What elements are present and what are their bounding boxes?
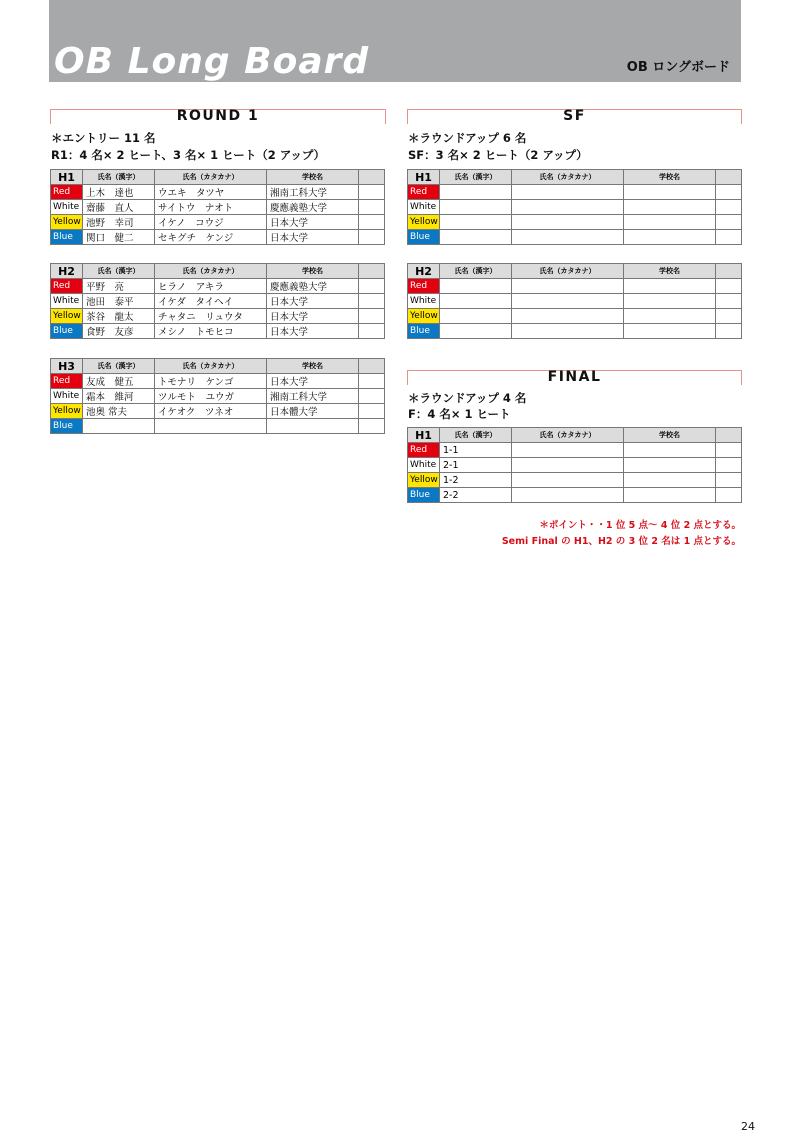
table-row <box>51 389 385 404</box>
sf-roundup-note: ＊ラウンドアップ 6 名 <box>408 131 527 145</box>
name-kanji: 池野 幸司 <box>83 215 155 230</box>
col-header-kana: 氏名（カタカナ） <box>155 264 267 279</box>
school-name <box>624 473 716 488</box>
col-header-school: 学校名 <box>267 359 359 374</box>
name-kana <box>512 200 624 215</box>
table-row <box>408 200 742 215</box>
name-kana: ツルモト ユウガ <box>155 389 267 404</box>
name-kanji <box>440 200 512 215</box>
name-kanji <box>440 309 512 324</box>
blank-cell <box>716 230 742 245</box>
blank-cell <box>716 458 742 473</box>
name-kanji: 1-1 <box>440 443 512 458</box>
round1-heat-table <box>50 169 385 245</box>
lane-color-red: Red <box>408 443 440 458</box>
round1-header <box>50 109 386 124</box>
heat-label: H2 <box>51 264 83 279</box>
table-row <box>408 488 742 503</box>
name-kanji: 関口 健二 <box>83 230 155 245</box>
blank-cell <box>716 185 742 200</box>
blank-cell <box>716 279 742 294</box>
sf-heat-table <box>407 169 742 245</box>
final-header <box>407 370 742 385</box>
name-kana <box>512 473 624 488</box>
col-header-blank <box>716 170 742 185</box>
school-name: 日本大学 <box>267 324 359 339</box>
round1-heat-table <box>50 263 385 339</box>
points-footnote: ＊ポイント・・1 位 5 点～ 4 位 2 点とする。 <box>539 520 741 531</box>
table-row <box>51 404 385 419</box>
col-header-blank <box>359 359 385 374</box>
school-name: 日本大学 <box>267 215 359 230</box>
name-kanji <box>440 279 512 294</box>
name-kanji: 食野 友彦 <box>83 324 155 339</box>
col-header-blank <box>716 264 742 279</box>
school-name: 湘南工科大学 <box>267 185 359 200</box>
col-header-school: 学校名 <box>267 264 359 279</box>
page-number: 24 <box>741 1120 755 1133</box>
blank-cell <box>359 200 385 215</box>
heat-header-row <box>408 428 742 443</box>
col-header-kana: 氏名（カタカナ） <box>155 359 267 374</box>
heat-label: H2 <box>408 264 440 279</box>
table-row <box>408 324 742 339</box>
name-kana <box>155 419 267 434</box>
blank-cell <box>716 309 742 324</box>
sf-title: SF <box>563 108 586 124</box>
blank-cell <box>359 185 385 200</box>
lane-color-white: White <box>51 200 83 215</box>
final-format-note: F：4 名× 1 ヒート <box>408 407 511 421</box>
table-row <box>51 324 385 339</box>
blank-cell <box>359 374 385 389</box>
blank-cell <box>716 324 742 339</box>
col-header-kana: 氏名（カタカナ） <box>512 428 624 443</box>
blank-cell <box>359 404 385 419</box>
semifinal-footnote: Semi Final の H1、H2 の 3 位 2 名は 1 点とする。 <box>501 536 741 547</box>
lane-color-blue: Blue <box>51 230 83 245</box>
lane-color-blue: Blue <box>408 324 440 339</box>
lane-color-white: White <box>408 200 440 215</box>
school-name <box>267 419 359 434</box>
name-kanji: 齋藤 直人 <box>83 200 155 215</box>
table-row <box>51 185 385 200</box>
blank-cell <box>716 443 742 458</box>
blank-cell <box>359 230 385 245</box>
school-name: 日本大学 <box>267 230 359 245</box>
school-name: 日本大学 <box>267 309 359 324</box>
school-name: 日本大学 <box>267 374 359 389</box>
col-header-school: 学校名 <box>267 170 359 185</box>
page-subtitle: OB ロングボード <box>626 60 730 75</box>
col-header-blank <box>359 264 385 279</box>
col-header-kanji: 氏名（漢字） <box>440 264 512 279</box>
sf-heat-table <box>407 263 742 339</box>
table-row <box>51 215 385 230</box>
col-header-kanji: 氏名（漢字） <box>83 264 155 279</box>
table-row <box>51 200 385 215</box>
table-row <box>408 215 742 230</box>
school-name <box>624 200 716 215</box>
table-row <box>51 374 385 389</box>
school-name <box>624 309 716 324</box>
school-name: 慶應義塾大学 <box>267 200 359 215</box>
sf-format-note: SF：3 名× 2 ヒート（2 アップ） <box>408 148 588 162</box>
name-kana <box>512 215 624 230</box>
name-kana: イケオク ツネオ <box>155 404 267 419</box>
school-name <box>624 215 716 230</box>
name-kanji: 2-2 <box>440 488 512 503</box>
school-name <box>624 230 716 245</box>
name-kanji <box>440 230 512 245</box>
lane-color-yellow: Yellow <box>51 404 83 419</box>
table-row <box>51 309 385 324</box>
heat-header-row <box>51 359 385 374</box>
blank-cell <box>359 279 385 294</box>
col-header-kanji: 氏名（漢字） <box>440 170 512 185</box>
col-header-kanji: 氏名（漢字） <box>83 359 155 374</box>
school-name <box>624 443 716 458</box>
final-roundup-note: ＊ラウンドアップ 4 名 <box>408 391 527 405</box>
col-header-school: 学校名 <box>624 428 716 443</box>
name-kanji <box>83 419 155 434</box>
name-kanji: 2-1 <box>440 458 512 473</box>
name-kanji: 上木 達也 <box>83 185 155 200</box>
school-name: 日本大学 <box>267 294 359 309</box>
lane-color-white: White <box>51 389 83 404</box>
table-row <box>51 279 385 294</box>
school-name: 湘南工科大学 <box>267 389 359 404</box>
lane-color-yellow: Yellow <box>408 309 440 324</box>
lane-color-blue: Blue <box>408 488 440 503</box>
round1-title: ROUND 1 <box>176 108 260 124</box>
lane-color-blue: Blue <box>51 324 83 339</box>
lane-color-white: White <box>408 294 440 309</box>
heat-header-row <box>51 264 385 279</box>
col-header-kana: 氏名（カタカナ） <box>512 170 624 185</box>
table-row <box>408 230 742 245</box>
blank-cell <box>359 324 385 339</box>
col-header-school: 学校名 <box>624 170 716 185</box>
sf-header <box>407 109 742 124</box>
blank-cell <box>716 200 742 215</box>
table-row <box>408 309 742 324</box>
lane-color-yellow: Yellow <box>51 215 83 230</box>
name-kanji: 池田 泰平 <box>83 294 155 309</box>
name-kanji: 茶谷 龍太 <box>83 309 155 324</box>
heat-header-row <box>51 170 385 185</box>
col-header-kanji: 氏名（漢字） <box>440 428 512 443</box>
lane-color-red: Red <box>51 279 83 294</box>
name-kana: イケノ コウジ <box>155 215 267 230</box>
school-name <box>624 279 716 294</box>
lane-color-white: White <box>51 294 83 309</box>
table-row <box>408 443 742 458</box>
lane-color-red: Red <box>408 279 440 294</box>
blank-cell <box>716 488 742 503</box>
blank-cell <box>359 419 385 434</box>
final-heat-table <box>407 427 742 503</box>
col-header-kana: 氏名（カタカナ） <box>155 170 267 185</box>
blank-cell <box>359 389 385 404</box>
name-kana <box>512 443 624 458</box>
name-kanji: 1-2 <box>440 473 512 488</box>
final-title: FINAL <box>547 369 602 385</box>
blank-cell <box>716 294 742 309</box>
col-header-blank <box>716 428 742 443</box>
round1-entry-note: ＊エントリー 11 名 <box>51 131 156 145</box>
name-kana <box>512 294 624 309</box>
name-kana: セキグチ ケンジ <box>155 230 267 245</box>
col-header-blank <box>359 170 385 185</box>
name-kana: サイトウ ナオト <box>155 200 267 215</box>
school-name <box>624 458 716 473</box>
table-row <box>408 294 742 309</box>
school-name <box>624 324 716 339</box>
lane-color-red: Red <box>408 185 440 200</box>
name-kanji <box>440 324 512 339</box>
name-kana <box>512 309 624 324</box>
lane-color-blue: Blue <box>51 419 83 434</box>
blank-cell <box>359 294 385 309</box>
school-name <box>624 185 716 200</box>
table-row <box>408 458 742 473</box>
lane-color-red: Red <box>51 374 83 389</box>
name-kana: ヒラノ アキラ <box>155 279 267 294</box>
page-title: OB Long Board <box>54 41 370 82</box>
name-kana <box>512 488 624 503</box>
name-kana: イケダ タイヘイ <box>155 294 267 309</box>
lane-color-blue: Blue <box>408 230 440 245</box>
name-kana <box>512 324 624 339</box>
table-row <box>51 419 385 434</box>
lane-color-yellow: Yellow <box>408 215 440 230</box>
name-kana <box>512 458 624 473</box>
name-kanji: 池奥 常夫 <box>83 404 155 419</box>
table-row <box>408 185 742 200</box>
name-kana <box>512 230 624 245</box>
heat-header-row <box>408 170 742 185</box>
round1-heat-table <box>50 358 385 434</box>
col-header-school: 学校名 <box>624 264 716 279</box>
school-name <box>624 294 716 309</box>
col-header-kanji: 氏名（漢字） <box>83 170 155 185</box>
blank-cell <box>359 215 385 230</box>
heat-header-row <box>408 264 742 279</box>
heat-label: H1 <box>408 428 440 443</box>
table-row <box>408 279 742 294</box>
table-row <box>408 473 742 488</box>
round1-format-note: R1：4 名× 2 ヒート、3 名× 1 ヒート（2 アップ） <box>51 148 326 162</box>
name-kanji: 平野 亮 <box>83 279 155 294</box>
lane-color-white: White <box>408 458 440 473</box>
name-kana: トモナリ ケンゴ <box>155 374 267 389</box>
name-kanji <box>440 294 512 309</box>
col-header-kana: 氏名（カタカナ） <box>512 264 624 279</box>
blank-cell <box>359 309 385 324</box>
heat-label: H1 <box>408 170 440 185</box>
name-kanji: 霜本 維河 <box>83 389 155 404</box>
name-kana <box>512 279 624 294</box>
table-row <box>51 230 385 245</box>
table-row <box>51 294 385 309</box>
heat-label: H1 <box>51 170 83 185</box>
school-name: 日本體大学 <box>267 404 359 419</box>
school-name <box>624 488 716 503</box>
name-kana <box>512 185 624 200</box>
school-name: 慶應義塾大学 <box>267 279 359 294</box>
name-kanji <box>440 215 512 230</box>
lane-color-yellow: Yellow <box>408 473 440 488</box>
lane-color-red: Red <box>51 185 83 200</box>
heat-label: H3 <box>51 359 83 374</box>
name-kana: ウエキ タツヤ <box>155 185 267 200</box>
lane-color-yellow: Yellow <box>51 309 83 324</box>
name-kana: チャタニ リュウタ <box>155 309 267 324</box>
blank-cell <box>716 215 742 230</box>
blank-cell <box>716 473 742 488</box>
name-kanji: 友成 健五 <box>83 374 155 389</box>
name-kana: メシノ トモヒコ <box>155 324 267 339</box>
name-kanji <box>440 185 512 200</box>
